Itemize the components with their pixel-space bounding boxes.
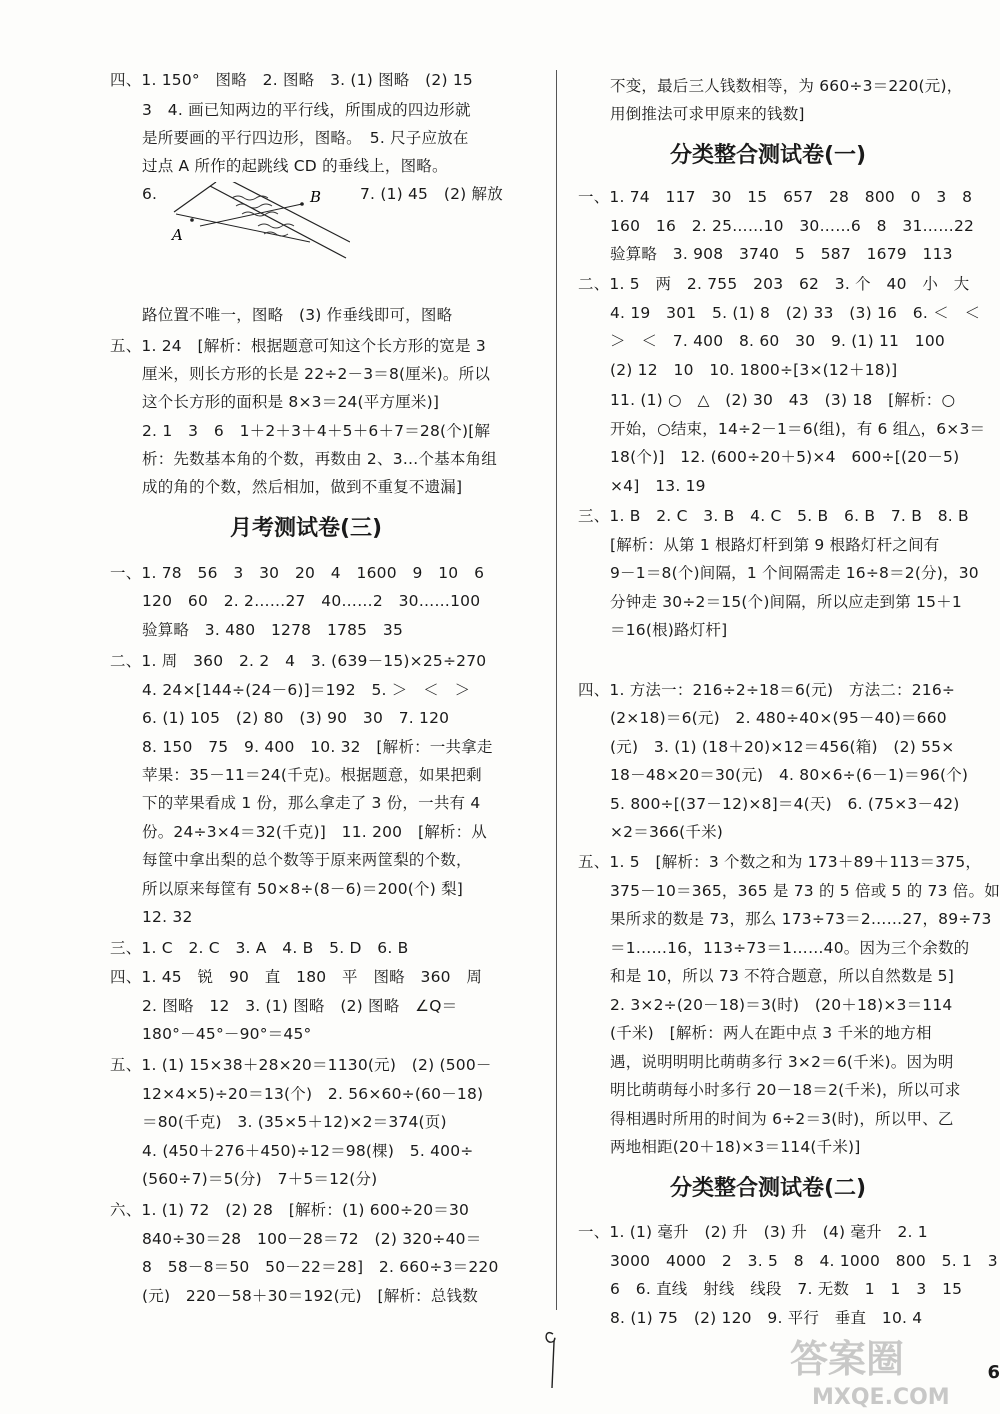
answer-line: ＝80(千克) 3. (35×5＋12)×2＝374(页) bbox=[142, 1113, 447, 1131]
answer-line: 5. 800÷[(37－12)×8]＝4(天) 6. (75×3－42) bbox=[610, 795, 960, 813]
answer-line: 840÷30＝28 100－28＝72 (2) 320÷40＝ bbox=[142, 1230, 482, 1248]
column-divider bbox=[556, 70, 557, 1310]
answer-line: ＝16(根)路灯杆] bbox=[610, 621, 728, 639]
answer-line: 四、1. 150° 图略 2. 图略 3. (1) 图略 (2) 15 bbox=[110, 71, 473, 89]
answer-line: 五、1. 5 [解析：3 个数之和为 173＋89＋113＝375， bbox=[578, 853, 982, 871]
answer-line: 120 60 2. 2……27 40……2 30……100 bbox=[142, 592, 481, 610]
answer-line: 不变，最后三人钱数相等，为 660÷3＝220(元)， bbox=[610, 77, 963, 95]
answer-line: 8 58－8＝50 50－22＝28] 2. 660÷3＝220 bbox=[142, 1258, 499, 1276]
answer-line: 开始，○结束，14÷2－1＝6(组)，有 6 组△，6×3＝ bbox=[610, 420, 986, 438]
answer-line: (千米) [解析：两人在距中点 3 千米的地方相 bbox=[610, 1024, 932, 1042]
answer-line: 18(个)] 12. (600÷20＋5)×4 600÷[(20－5) bbox=[610, 448, 960, 466]
answer-line: 二、1. 5 两 2. 755 203 62 3. 个 40 小 大 bbox=[578, 275, 970, 293]
point-b bbox=[300, 202, 304, 206]
answer-line: 6 6. 直线 射线 线段 7. 无数 1 1 3 15 bbox=[610, 1280, 963, 1298]
answer-line: [解析：从第 1 根路灯杆到第 9 根路灯杆之间有 bbox=[610, 536, 940, 554]
answer-line: 3 4. 画已知两边的平行线，所围成的四边形就 bbox=[142, 101, 471, 119]
answer-line: 9－1＝8(个)间隔，1 个间隔需走 16÷8＝2(分)，30 bbox=[610, 564, 979, 582]
answer-line: 375－10＝365，365 是 73 的 5 倍或 5 的 73 倍。如 bbox=[610, 882, 1000, 900]
label-b: B bbox=[310, 188, 322, 206]
answer-line: (2) 12 10 10. 1800÷[3×(12＋18)] bbox=[610, 361, 898, 379]
answer-line: 析：先数基本角的个数，再数由 2、3…个基本角组 bbox=[142, 450, 497, 468]
answer-line: 11. (1) ○ △ (2) 30 43 (3) 18 [解析：○ bbox=[610, 391, 956, 409]
answer-line: 6. bbox=[142, 185, 158, 203]
answer-line: 一、1. (1) 毫升 (2) 升 (3) 升 (4) 毫升 2. 1 bbox=[578, 1223, 928, 1241]
answer-line: 每筐中拿出梨的总个数等于原来两筐梨的个数， bbox=[142, 851, 472, 869]
point-a bbox=[190, 218, 194, 222]
answer-line: 三、1. B 2. C 3. B 4. C 5. B 6. B 7. B 8. B bbox=[578, 507, 969, 525]
answer-line: 是所要画的平行四边形，图略。 5. 尺子应放在 bbox=[142, 129, 469, 147]
answer-line: 四、1. 45 锐 90 直 180 平 图略 360 周 bbox=[110, 968, 483, 986]
answer-line: 四、1. 方法一：216÷2÷18＝6(元) 方法二：216÷ bbox=[578, 681, 956, 699]
watermark-url: MXQE.COM bbox=[812, 1385, 950, 1410]
answer-line: 分钟走 30÷2＝15(个)间隔，所以应走到第 15＋1 bbox=[610, 593, 962, 611]
watermark-title: 答案圈 bbox=[790, 1337, 905, 1381]
answer-line: 过点 A 所作的起跳线 CD 的垂线上，图略。 bbox=[142, 157, 448, 175]
answer-line: 路位置不唯一，图略 (3) 作垂线即可，图略 bbox=[142, 306, 453, 324]
answer-line: 4. 24×[144÷(24－6)]＝192 5. ＞ ＜ ＞ bbox=[142, 681, 471, 699]
answer-line: 得相遇时所用的时间为 6÷2＝3(时)，所以甲、乙 bbox=[610, 1110, 954, 1128]
answer-line: 五、1. 24 [解析：根据题意可知这个长方形的宽是 3 bbox=[110, 337, 486, 355]
answer-line: 五、1. (1) 15×38＋28×20＝1130(元) (2) (500－ bbox=[110, 1056, 492, 1074]
answer-line: 这个长方形的面积是 8×3＝24(平方厘米)] bbox=[142, 393, 440, 411]
answer-line: 一、1. 78 56 3 30 20 4 1600 9 10 6 bbox=[110, 564, 485, 582]
section-heading: 分类整合测试卷(一) bbox=[670, 143, 867, 168]
watermark-logo bbox=[782, 1330, 987, 1410]
answer-line: ＝1……16，113÷73＝1……40。因为三个余数的 bbox=[610, 939, 970, 957]
river-figure bbox=[170, 182, 350, 262]
answer-line: 用倒推法可求甲原来的钱数] bbox=[610, 105, 805, 123]
answer-line: 8. 150 75 9. 400 10. 32 [解析：一共拿走 bbox=[142, 738, 493, 756]
answer-line: 12. 32 bbox=[142, 908, 193, 926]
answer-line: 份。24÷3×4＝32(千克)] 11. 200 [解析：从 bbox=[142, 823, 487, 841]
answer-line: 验算略 3. 908 3740 5 587 1679 113 bbox=[610, 245, 953, 263]
answer-line: 2. 3×2÷(20－18)＝3(时) (20＋18)×3＝114 bbox=[610, 996, 953, 1014]
answer-line: 4. (450＋276＋450)÷12＝98(棵) 5. 400÷ bbox=[142, 1142, 474, 1160]
answer-line: 4. 19 301 5. (1) 8 (2) 33 (3) 16 6. ＜ ＜ bbox=[610, 304, 981, 322]
answer-line: 下的苹果看成 1 份，那么拿走了 3 份，一共有 4 bbox=[142, 794, 481, 812]
answer-line: 180°－45°－90°＝45° bbox=[142, 1025, 312, 1043]
answer-line: 12×4×5)÷20＝13(个) 2. 56×60÷(60－18) bbox=[142, 1085, 484, 1103]
answer-line: 6. (1) 105 (2) 80 (3) 90 30 7. 120 bbox=[142, 709, 450, 727]
answer-line: 2. 图略 12 3. (1) 图略 (2) 图略 ∠Q＝ bbox=[142, 997, 458, 1015]
answer-line: 两地相距(20＋18)×3＝114(千米)] bbox=[610, 1138, 861, 1156]
answer-line: 遇，说明明明比萌萌多行 3×2＝6(千米)。因为明 bbox=[610, 1053, 954, 1071]
figure-line bbox=[174, 182, 216, 212]
label-a: A bbox=[172, 226, 183, 244]
section-heading: 分类整合测试卷(二) bbox=[670, 1176, 867, 1201]
answer-line: ×4] 13. 19 bbox=[610, 477, 706, 495]
answer-line: 18－48×20＝30(元) 4. 80×6÷(6－1)＝96(个) bbox=[610, 766, 969, 784]
answer-line: 二、1. 周 360 2. 2 4 3. (639－15)×25÷270 bbox=[110, 652, 487, 670]
wave-mark bbox=[236, 204, 272, 208]
answer-line: ＞ ＜ 7. 400 8. 60 30 9. (1) 11 100 bbox=[610, 332, 945, 350]
figure-riverbank bbox=[210, 186, 346, 258]
answer-line: (2×18)＝6(元) 2. 480÷40×(95－40)＝660 bbox=[610, 709, 947, 727]
answer-line: 一、1. 74 117 30 15 657 28 800 0 3 8 bbox=[578, 188, 973, 206]
answer-line: 验算略 3. 480 1278 1785 35 bbox=[142, 621, 404, 639]
answer-line: (元) 3. (1) (18＋20)×12＝456(箱) (2) 55× bbox=[610, 738, 955, 756]
answer-line: 8. (1) 75 (2) 120 9. 平行 垂直 10. 4 bbox=[610, 1309, 923, 1327]
handwritten-mark bbox=[542, 1322, 558, 1392]
answer-line: 明比萌萌每小时多行 20－18＝2(千米)，所以可求 bbox=[610, 1081, 961, 1099]
answer-line: 六、1. (1) 72 (2) 28 [解析：(1) 600÷20＝30 bbox=[110, 1201, 470, 1219]
answer-line: (元) 220－58＋30＝192(元) [解析：总钱数 bbox=[142, 1287, 478, 1305]
answer-line: 三、1. C 2. C 3. A 4. B 5. D 6. B bbox=[110, 939, 409, 957]
answer-line: 160 16 2. 25……10 30……6 8 31……22 bbox=[610, 217, 975, 235]
page-number: 6 bbox=[987, 1362, 1000, 1383]
answer-line: 7. (1) 45 (2) 解放 bbox=[360, 185, 503, 203]
answer-line: 和是 10，所以 73 不符合题意，所以自然数是 5] bbox=[610, 967, 954, 985]
answer-line: (560÷7)＝5(分) 7＋5＝12(分) bbox=[142, 1170, 378, 1188]
answer-line: 苹果：35－11＝24(千克)。根据题意，如果把剩 bbox=[142, 766, 482, 784]
answer-line: ×2＝366(千米) bbox=[610, 823, 724, 841]
answer-line: 果所求的数是 73，那么 173÷73＝2……27，89÷73 bbox=[610, 910, 992, 928]
answer-line: 2. 1 3 6 1＋2＋3＋4＋5＋6＋7＝28(个)[解 bbox=[142, 422, 491, 440]
figure-riverbank bbox=[226, 182, 350, 242]
answer-line: 厘米，则长方形的长是 22÷2－3＝8(厘米)。所以 bbox=[142, 365, 491, 383]
answer-line: 所以原来每筐有 50×8÷(8－6)＝200(个) 梨] bbox=[142, 880, 464, 898]
answer-line: 成的角的个数，然后相加，做到不重复不遗漏] bbox=[142, 478, 463, 496]
answer-line: 3000 4000 2 3. 5 8 4. 1000 800 5. 1 3 bbox=[610, 1252, 998, 1270]
section-heading: 月考测试卷(三) bbox=[230, 516, 383, 541]
